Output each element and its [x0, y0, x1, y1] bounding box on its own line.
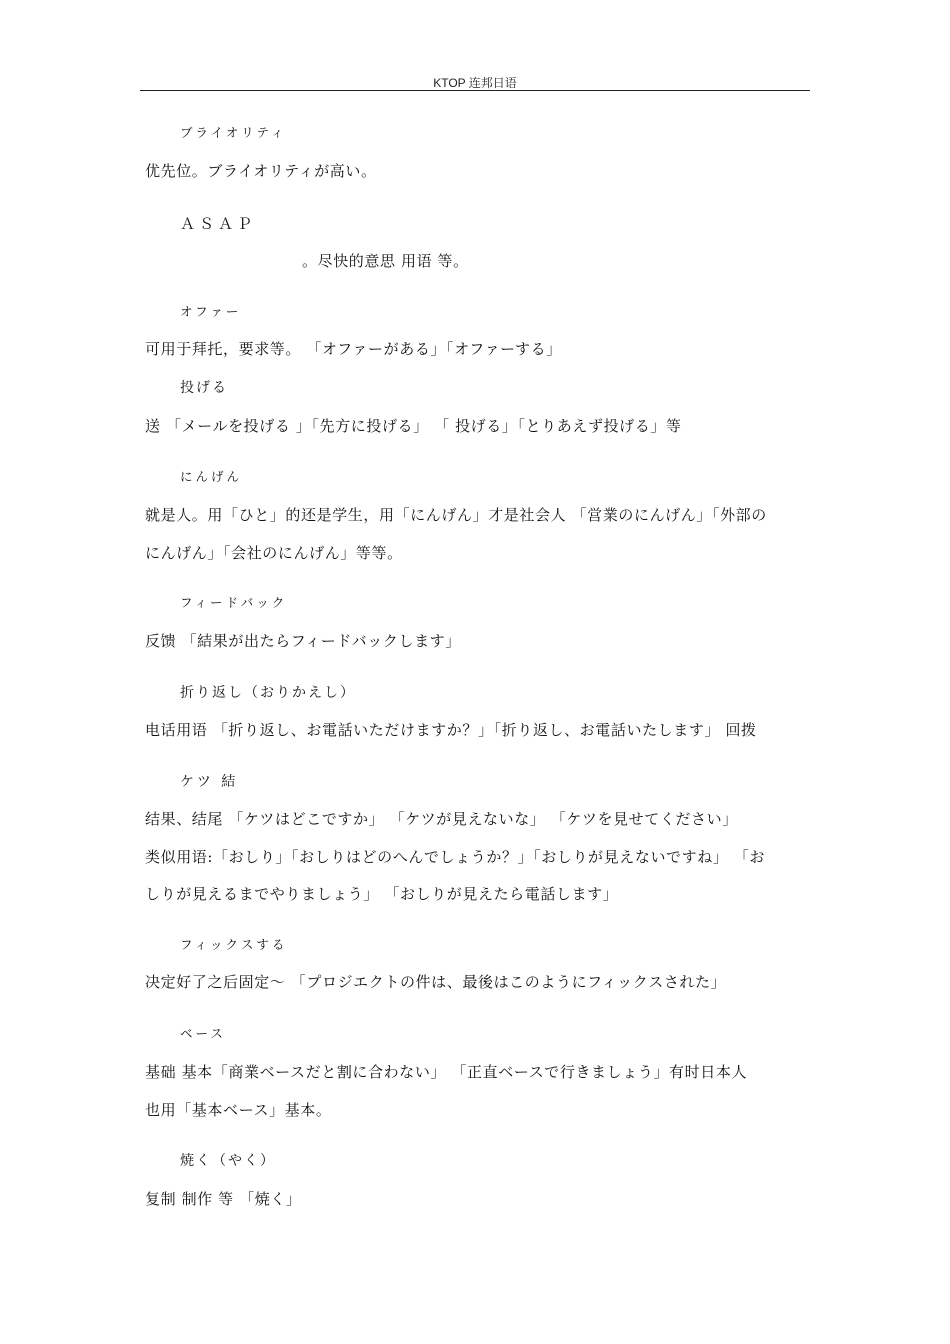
page-header [140, 72, 810, 91]
term-orikaeshi: 折り返し（おりかえし） [180, 685, 356, 701]
definition-base-line2: 也用「基本ベース」基本。 [145, 1101, 332, 1119]
term-ningen: にんげん [180, 469, 243, 484]
term-base: ベース [180, 1026, 226, 1041]
term-asap: ＡＳＡＰ [180, 215, 257, 233]
definition-orikaeshi: 电话用语 「折り返し、お電話いただけますか？」「折り返し、お電話いたします」 回拨 [145, 721, 757, 739]
term-ketsu: ケツ 結 [180, 774, 239, 790]
term-offer: オファー [180, 304, 242, 319]
definition-offer: 可用于拜托，要求等。 「オファーがある」「オファーする」 [145, 340, 562, 358]
definition-oshiri-line1: 类似用语:「おしり」「おしりはどのへんでしょうか？」「おしりが見えないですね」 「お [145, 848, 766, 866]
term-priority: ブライオリティ [180, 125, 287, 140]
term-feedback: フィードバック [180, 595, 288, 610]
term-fix: フィックスする [180, 937, 288, 952]
definition-yaku: 复制 制作 等 「焼く」 [145, 1190, 302, 1208]
definition-base-line1: 基础 基本「商業ベースだと割に合わない」 「正直ベースで行きましょう」有时日本人 [145, 1063, 748, 1081]
definition-asap: 。尽快的意思 用语 等。 [302, 252, 469, 270]
header-title: KTOP 连邦日语 [433, 76, 517, 90]
definition-ningen-line2: にんげん」「会社のにんげん」等等。 [145, 544, 403, 562]
term-nageru: 投げる [180, 380, 228, 396]
definition-priority: 优先位。ブライオリティが高い。 [145, 162, 377, 180]
definition-feedback: 反馈 「結果が出たらフィードバックします」 [145, 632, 461, 650]
definition-ningen-line1: 就是人。用「ひと」的还是学生，用「にんげん」才是社会人 「営業のにんげん」「外部の [145, 506, 767, 524]
definition-oshiri-line2: しりが見えるまでやりましょう」 「おしりが見えたら電話します」 [145, 885, 619, 903]
term-yaku: 焼く（やく） [180, 1153, 276, 1169]
definition-nageru: 送 「メールを投げる 」「先方に投げる」 「 投げる」「とりあえず投げる」等 [145, 417, 682, 435]
definition-fix: 决定好了之后固定～ 「プロジエクトの件は、最後はこのようにフィックスされた」 [145, 973, 727, 991]
definition-ketsu: 结果、结尾 「ケツはどこですか」 「ケツが見えないな」 「ケツを見せてください」 [145, 810, 738, 828]
